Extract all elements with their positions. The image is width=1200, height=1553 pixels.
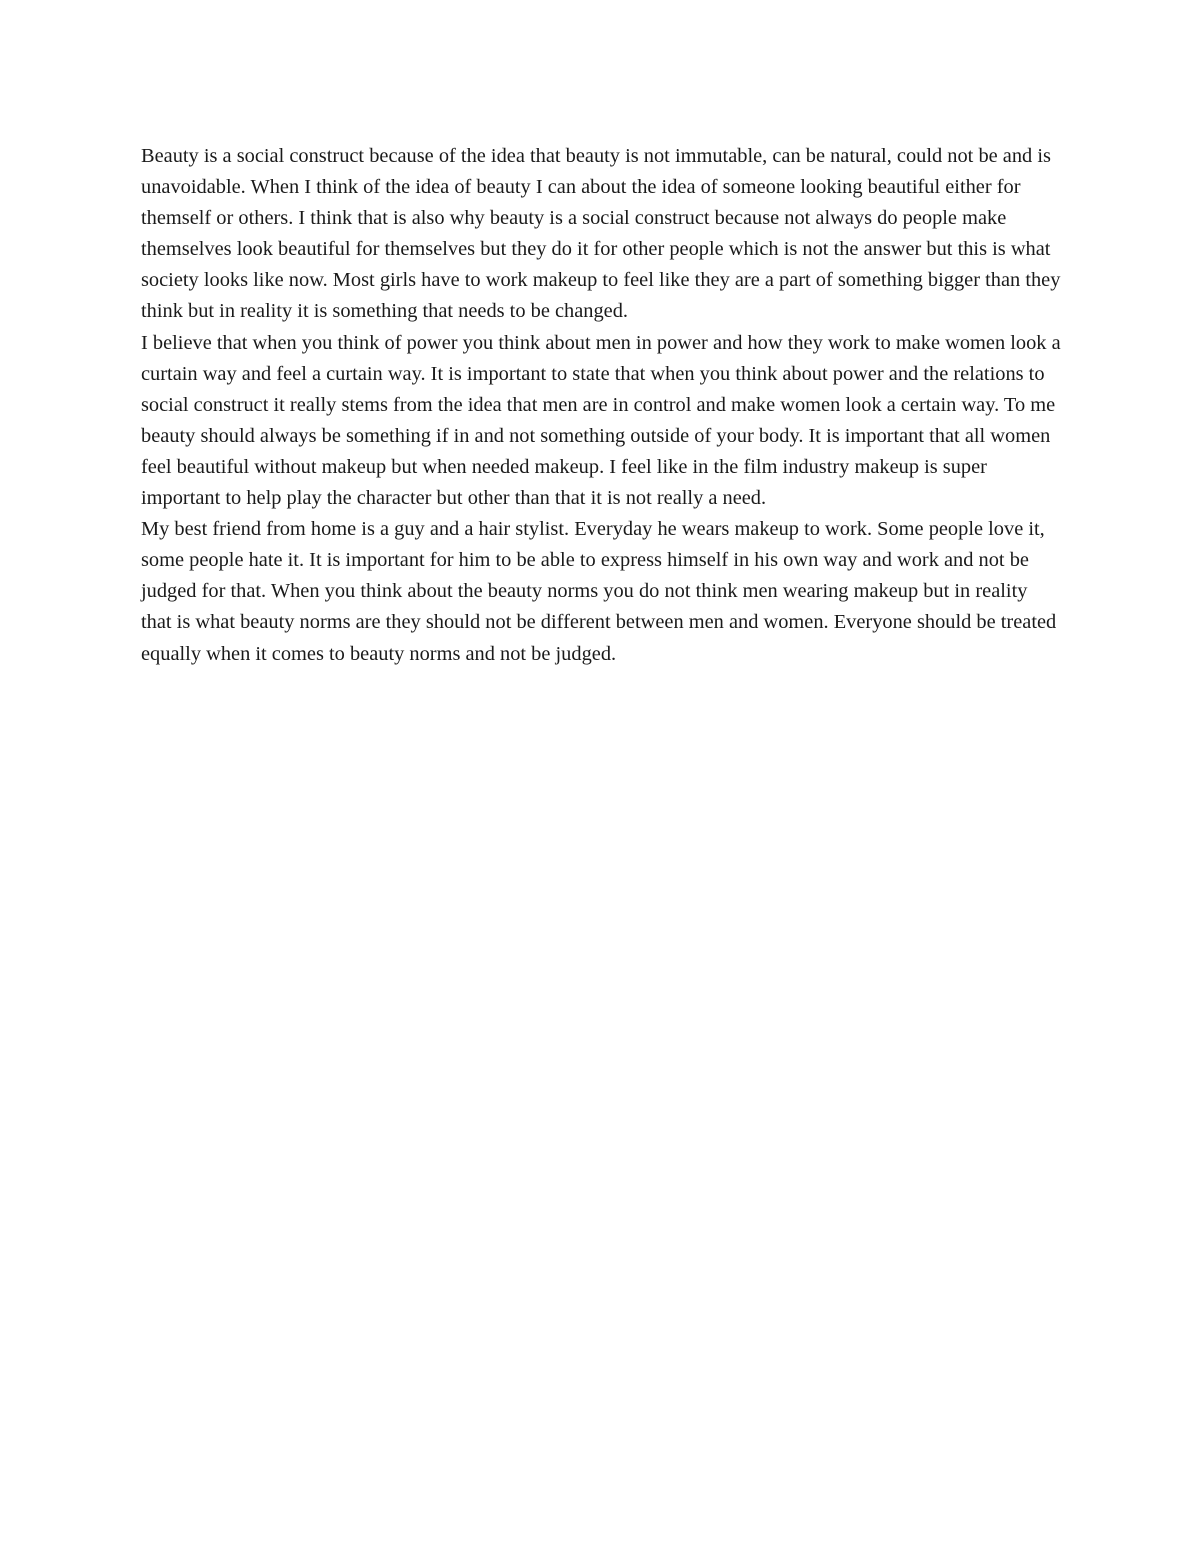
paragraph-2: I believe that when you think of power you think about men in power and how they work to make women look a curtain way and feel a curtain way. It is important to state that when you think about power and the relations to social construct it really stems from the idea that men are in control and make women look a certain way. To me beauty should always be something if in and not something outside of your body. It is important that all women feel beautiful without makeup but when needed makeup. I feel like in the film industry makeup is super important to help play the character but other than that it is not really a need. <box>141 331 1061 510</box>
paragraph-3: My best friend from home is a guy and a hair stylist. Everyday he wears makeup to work. Some people love it, some people hate it. It is important for him to be able to express himself in his own way and work and not be judged for that. When you think about the beauty norms you do not think men wearing makeup but in reality that is what beauty norms are they should not be different between men and women. Everyone should be treated equally when it comes to beauty norms and not be judged. <box>141 518 1057 665</box>
paragraph-1: Beauty is a social construct because of the idea that beauty is not immutable, can be natural, could not be and is unavoidable. When I think of the idea of beauty I can about the idea of someone looking beautiful either for themself or others. I think that is also why beauty is a social construct because not always do people make themselves look beautiful for themselves but they do it for other people which is not the answer but this is what society looks like now. Most girls have to work makeup to feel like they are a part of something bigger than they think but in reality it is something that needs to be changed. <box>141 145 1061 323</box>
document-body <box>141 141 1061 670</box>
